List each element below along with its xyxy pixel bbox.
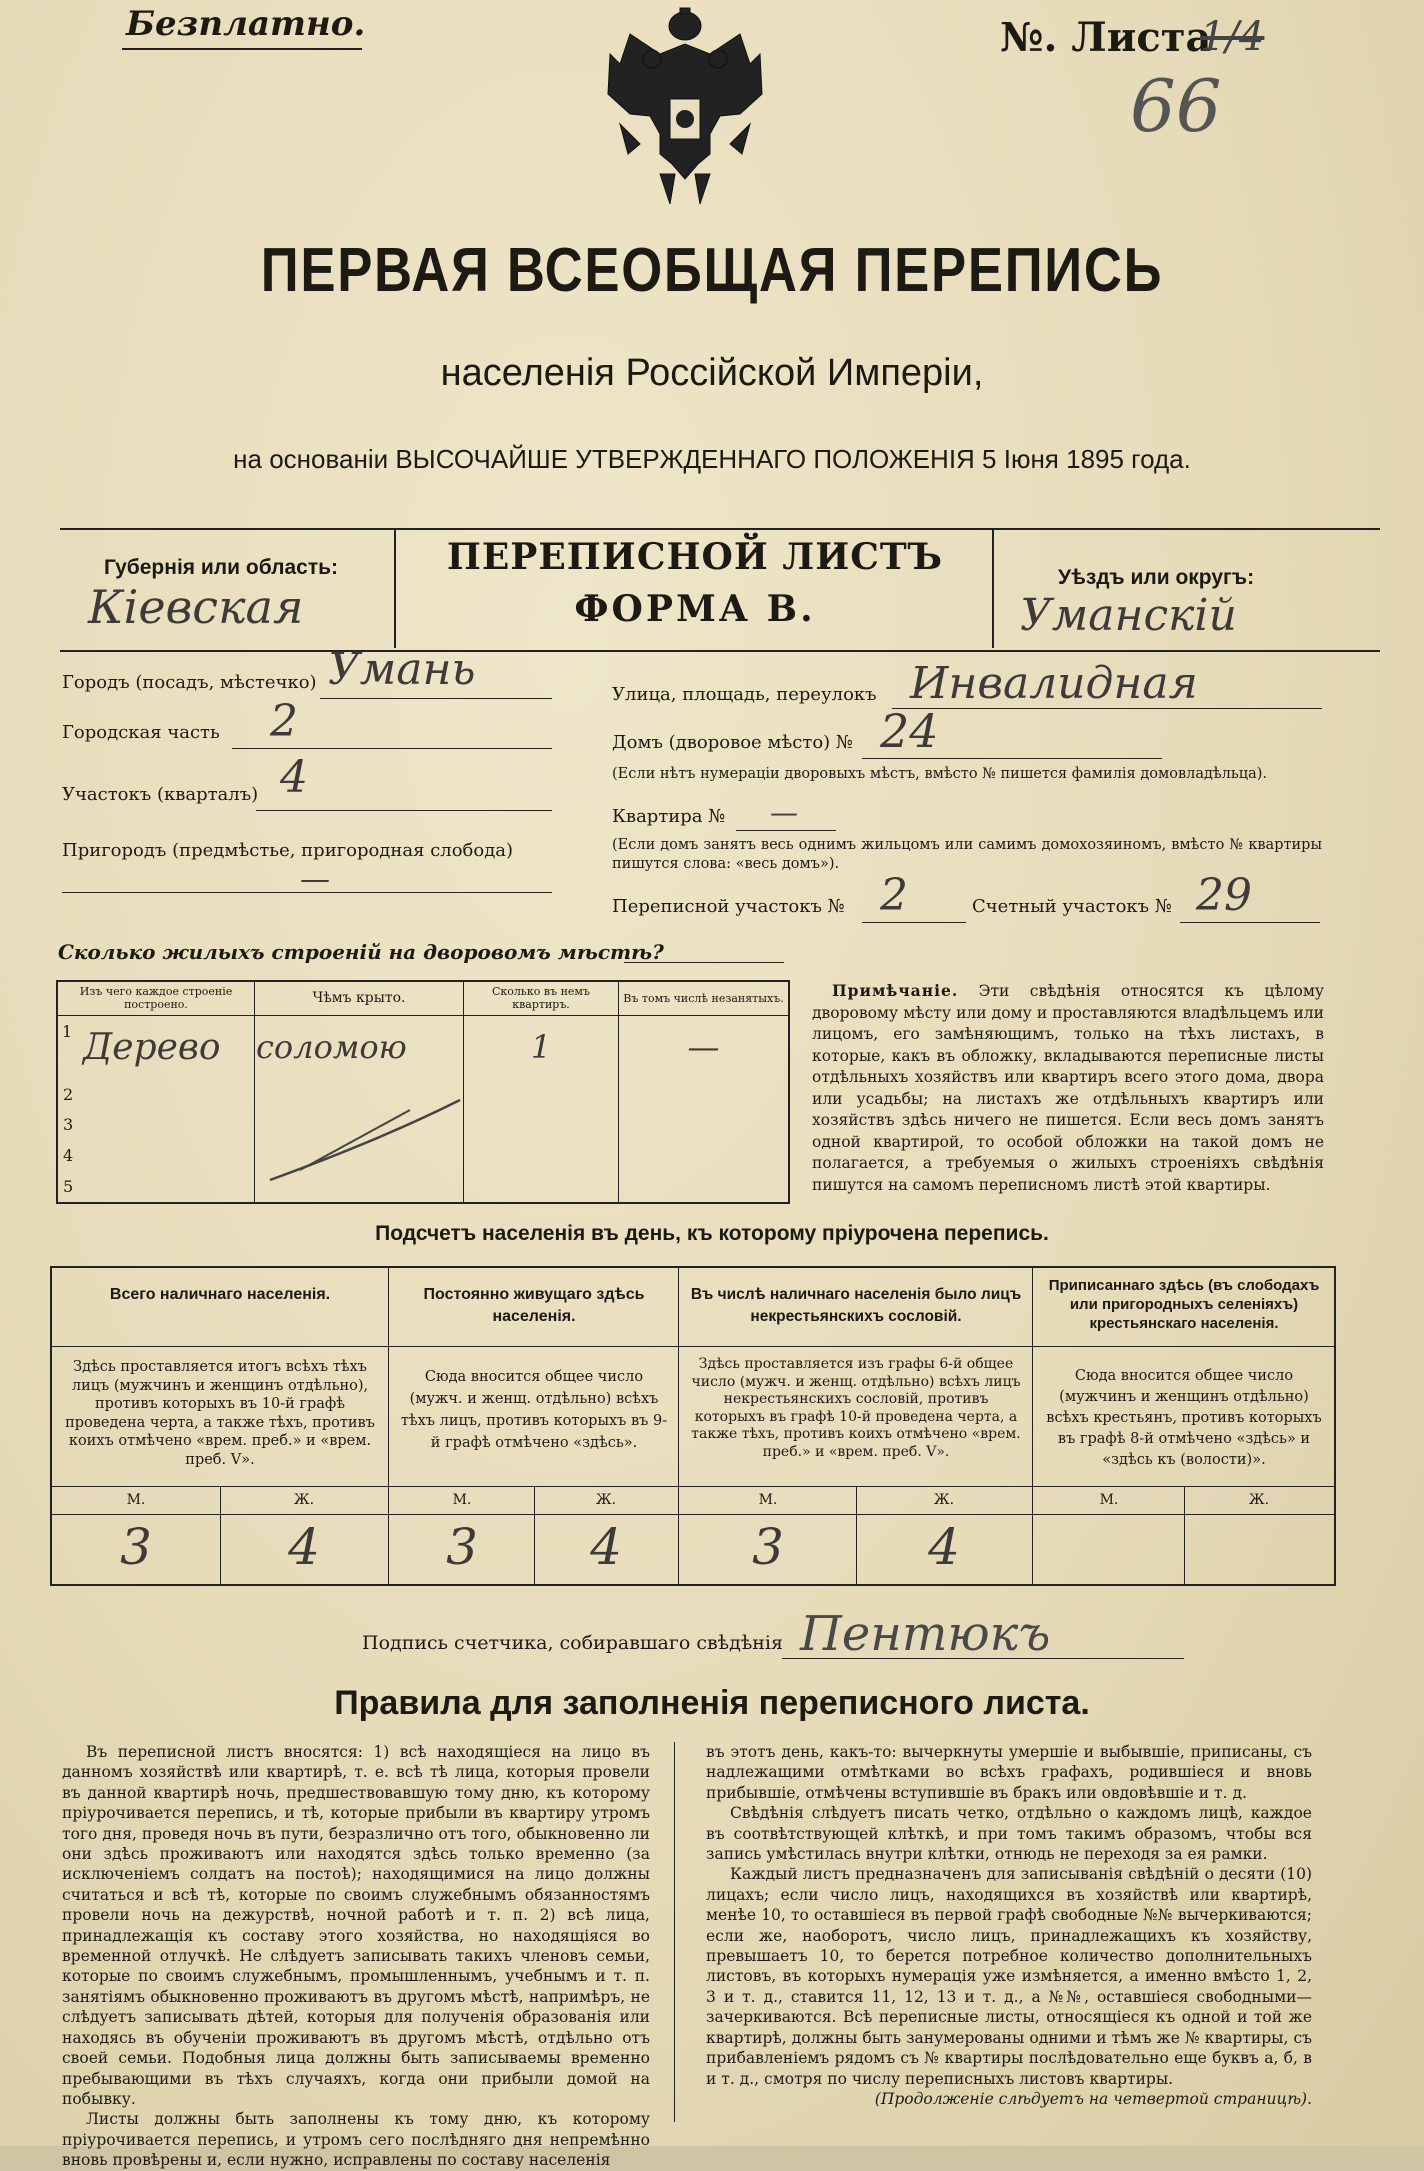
- population-column-title: Приписаннаго здѣсь (въ слободахъ или пригородныхъ селеніяхъ) крестьянскаго населенія.: [1048, 1277, 1320, 1332]
- free-label-underline: [122, 48, 362, 50]
- form-frame-left-divider: [394, 528, 396, 648]
- suburb-value: —: [300, 862, 330, 897]
- vacant-value: —: [619, 1015, 790, 1079]
- population-column-title: Всего наличнаго населенія.: [109, 1286, 331, 1303]
- buildings-question-line: [624, 962, 784, 963]
- rules-left-column: [62, 1742, 650, 2171]
- buildings-header-material: Изъ чего каждое строеніе построено.: [57, 981, 255, 1015]
- house-label: Домъ (дворовое мѣсто) №: [612, 732, 853, 753]
- population-heading: Подсчетъ населенія въ день, къ которому пріурочена перепись.: [375, 1222, 1049, 1245]
- district-label: Участокъ (кварталъ): [62, 784, 259, 805]
- main-title: ПЕРВАЯ ВСЕОБЩАЯ ПЕРЕПИСЬ: [260, 236, 1164, 305]
- house-note: (Если нѣтъ нумераціи дворовыхъ мѣстъ, вмѣсто № пишется фамилія домовладѣльца).: [612, 766, 1268, 782]
- male-label: М.: [758, 1492, 778, 1508]
- rules-paragraph: Въ переписной листъ вносятся: 1) всѣ находящіеся на лицо въ данномъ хозяйствѣ или квартирѣ, т. е. всѣ тѣ лица, которыя провели въ данной квартирѣ ночь, предшествовавшую тому дню, къ которому пріурочивается перепись, и тѣ, которые прибыли въ квартиру утромъ того дня, проведя ночь въ пути, безразлично отъ того, обыкновенно ли они здѣсь проживаютъ или находятся здѣсь только временно (за исключеніемъ солдатъ на постоѣ); находящимися на лицо должны считаться и всѣ тѣ, которые по своимъ служебнымъ обязанностямъ провели ночь на дежурствѣ, ночной работѣ и т. п. 2) всѣ лица, принадлежащія къ составу этого хозяйства, но находящіяся во временной отлучкѣ. Не слѣдуетъ записывать такихъ членовъ семьи, которые по своимъ служебнымъ, промышленнымъ, учебнымъ и т. п. занятіямъ обыкновенно проживаютъ въ другомъ мѣстѣ, напримѣръ, не слѣдуетъ записывать дѣтей, которыя для полученія образованія или находясь въ обученіи проживаютъ въ другомъ мѣстѣ, отдѣльно отъ своей семьи. Подобныя лица должны быть записываемы временно пребывающими въ тѣхъ случаяхъ, когда они прибыли домой на побывку.: [62, 1743, 650, 2108]
- city-line: [320, 698, 552, 699]
- enumerator-signature-label: Подпись счетчика, собиравшаго свѣдѣнія: [362, 1632, 783, 1654]
- buildings-question: Сколько жилыхъ строеній на дворовомъ мѣстѣ?: [58, 940, 664, 964]
- city-part-value: 2: [270, 696, 298, 747]
- female-count: 4: [590, 1518, 622, 1576]
- population-column-title: Въ числѣ наличнаго населенія было лицъ некрестьянскихъ сословій.: [690, 1286, 1022, 1325]
- row-number: 5: [63, 1176, 74, 1196]
- city-value: Умань: [328, 644, 476, 695]
- rules-column-divider: [674, 1742, 675, 2122]
- male-label: М.: [452, 1492, 472, 1508]
- census-area-label: Переписной участокъ №: [612, 896, 845, 917]
- rules-paragraph: Листы должны быть заполнены къ тому дню, къ которому пріурочивается перепись, и утромъ сего послѣдняго дня непремѣнно вновь провѣрены и, если нужно, исправлены по составу населенія: [62, 2110, 650, 2170]
- uezd-value: Уманскій: [1020, 590, 1237, 641]
- population-column-desc: Здѣсь проставляется изъ графы 6-й общее число (мужч. и женщ. отдѣльно) всѣхъ лицъ некрестьянскихъ сословій, противъ которыхъ въ графѣ 10-й проведена черта, а также тѣхъ, противъ коихъ отмѣчено «врем. преб.» и «врем. преб. V».: [691, 1356, 1021, 1460]
- apartments-value: 1: [464, 1015, 619, 1079]
- street-value: Инвалидная: [910, 658, 1198, 709]
- buildings-note-text: Эти свѣдѣнія относятся къ цѣлому дворовому мѣсту или дому и проставляются владѣльцемъ или лицомъ, его замѣняющимъ, только на тѣхъ листахъ, в которые, какъ въ обложку, вкладываются переписные листы отдѣльныхъ хозяйствъ или квартиръ всего этого дома, двора или усадьбы; на листахъ же отдѣльныхъ квартиръ или хозяйствъ здѣсь ничего не пишется. Если весь домъ занятъ одной квартирой, то особой обложки на такой домъ не полагается, а требуемыя о жилыхъ строеніяхъ свѣдѣнія пишутся на самомъ переписномъ листѣ этой квартиры.: [812, 982, 1324, 1194]
- census-area-value: 2: [880, 870, 908, 921]
- material-value: Дерево: [83, 1026, 221, 1068]
- rules-continued: (Продолженіе слѣдуетъ на четвертой страницѣ).: [874, 2089, 1312, 2108]
- sheet-number-hand: 1/4: [1200, 14, 1265, 60]
- row-number: 4: [63, 1145, 74, 1165]
- rules-paragraph: въ этотъ день, какъ-то: вычеркнуты умершіе и выбывшіе, приписаны, съ надлежащими отмѣтками во всѣхъ графахъ, родившіеся и вновь прибывшіе, отмѣчены вступившіе въ бракъ или овдовѣвшіе и т. д.: [706, 1743, 1312, 1802]
- bleed-through-text: [180, 60, 1180, 240]
- suburb-label: Пригородъ (предмѣстье, пригородная слобода): [62, 840, 514, 861]
- roof-value: соломою: [255, 1015, 464, 1079]
- male-label: М.: [126, 1492, 146, 1508]
- population-mf-rule: [52, 1486, 1334, 1487]
- male-count: 3: [446, 1518, 478, 1576]
- buildings-note-head: Примѣчаніе.: [832, 981, 959, 1000]
- census-area-line: [862, 922, 966, 923]
- female-label: Ж.: [595, 1492, 617, 1508]
- row-number: 1: [62, 1021, 73, 1041]
- subtitle: населенія Россійской Имперіи,: [440, 352, 984, 394]
- uezd-label: Уѣздъ или округъ:: [1058, 566, 1255, 589]
- row-number: 2: [63, 1084, 74, 1104]
- sheet-title: ПЕРЕПИСНОЙ ЛИСТЪ: [446, 536, 944, 578]
- house-line: [862, 758, 1162, 759]
- count-area-value: 29: [1196, 870, 1252, 921]
- population-title-rule: [52, 1346, 1334, 1347]
- female-label: Ж.: [1248, 1492, 1270, 1508]
- apartment-note: (Если домъ занятъ весь однимъ жильцомъ или самимъ домохозяиномъ, вмѣсто № квартиры пишутся слова: «весь домъ»).: [612, 837, 1322, 872]
- guberniya-value: Кіевская: [88, 580, 304, 634]
- buildings-note: [812, 980, 1324, 1196]
- buildings-header-roof: Чѣмъ крыто.: [255, 981, 464, 1015]
- house-value: 24: [880, 704, 939, 758]
- city-part-line: [232, 748, 552, 749]
- rules-right-column: [706, 1742, 1312, 2109]
- buildings-header-apartments: Сколько въ немъ квартиръ.: [464, 981, 619, 1015]
- free-label: Безплатно.: [126, 4, 366, 44]
- female-label: Ж.: [293, 1492, 315, 1508]
- rules-paragraph: Свѣдѣнія слѣдуетъ писать четко, отдѣльно о каждомъ лицѣ, каждое въ соотвѣтствующей клѣткѣ, и при томъ такимъ образомъ, чтобы вся запись умѣстилась внутри клѣтки, отнюдь не переходя за ея рамки.: [706, 1804, 1312, 1864]
- city-label: Городъ (посадъ, мѣстечко): [62, 672, 317, 693]
- rules-title: Правила для заполненія переписного листа.: [334, 1684, 1090, 1722]
- population-column-desc: Здѣсь проставляется итогъ всѣхъ тѣхъ лицъ (мужчинъ и женщинъ отдѣльно), противъ которыхъ въ 10-й графѣ проведена черта, а также тѣхъ, противъ коихъ отмѣчено «врем. преб.» и «врем. преб. V».: [65, 1359, 375, 1468]
- sheet-number-hand-2: 66: [1130, 64, 1222, 148]
- female-count: 4: [288, 1518, 320, 1576]
- population-column-desc: Сюда вносится общее число (мужч. и женщ. отдѣльно) всѣхъ тѣхъ лицъ, противъ которыхъ въ 9-й графѣ отмѣчено «здѣсь».: [400, 1369, 668, 1451]
- population-mf-sub-rule: [52, 1514, 1334, 1515]
- male-count: 3: [752, 1518, 784, 1576]
- form-name: ФОРМА В.: [574, 588, 816, 630]
- population-column-title: Постоянно живущаго здѣсь населенія.: [423, 1286, 645, 1325]
- count-area-label: Счетный участокъ №: [972, 896, 1172, 917]
- apartment-value: —: [770, 796, 798, 829]
- row-number: 3: [63, 1115, 74, 1135]
- population-table: [50, 1266, 1336, 1586]
- rules-paragraph: Каждый листъ предназначенъ для записыванія свѣдѣній о десяти (10) лицахъ; если число лицъ, находящихся въ хозяйствѣ или квартирѣ, менѣе 10, то оставшіеся въ первой графѣ свободные №№ вычеркиваются; если же, наоборотъ, число лицъ, принадлежащихъ къ хозяйству, превышаетъ 10, то берется потребное количество дополнительныхъ листовъ, въ которыхъ нумерація уже измѣняется, а именно вмѣсто 1, 2, 3 и т. д., ставится 11, 12, 13 и т. д., а №№, оставшіеся свободными—зачеркиваются. Всѣ переписные листы, относящіеся къ одной и той же квартирѣ, должны быть занумерованы одними и тѣмъ же № квартиры, съ прибавленіемъ рядомъ съ № квартиры послѣдовательно еще буквъ а, б, в и т. д., смотря по числу переписныхъ листовъ квартиры.: [706, 1865, 1312, 2088]
- female-label: Ж.: [933, 1492, 955, 1508]
- district-value: 4: [280, 752, 308, 803]
- male-count: 3: [120, 1518, 152, 1576]
- sheet-number-label: №. Листа: [1000, 14, 1212, 61]
- guberniya-label: Губернія или область:: [104, 556, 339, 579]
- female-count: 4: [928, 1518, 960, 1576]
- street-label: Улица, площадь, переулокъ: [612, 684, 877, 705]
- population-column-desc: Сюда вносится общее число (мужчинъ и женщинъ отдѣльно) всѣхъ крестьянъ, противъ которыхъ въ графѣ 8-й отмѣчено «здѣсь» и «здѣсь къ (волости)».: [1046, 1368, 1322, 1468]
- apartment-line: [736, 830, 836, 831]
- district-line: [256, 810, 552, 811]
- enumerator-signature: Пентюкъ: [800, 1606, 1051, 1662]
- count-area-line: [1180, 922, 1320, 923]
- male-label: М.: [1099, 1492, 1119, 1508]
- buildings-header-vacant: Въ томъ числѣ незанятыхъ.: [619, 981, 790, 1015]
- form-frame-right-divider: [992, 528, 994, 648]
- strike-marks: [260, 1060, 560, 1190]
- decree-line: на основаніи ВЫСОЧАЙШЕ УТВЕРЖДЕННАГО ПОЛОЖЕНІЯ 5 Іюня 1895 года.: [233, 444, 1191, 474]
- apartment-label: Квартира №: [612, 806, 726, 827]
- city-part-label: Городская часть: [62, 722, 220, 743]
